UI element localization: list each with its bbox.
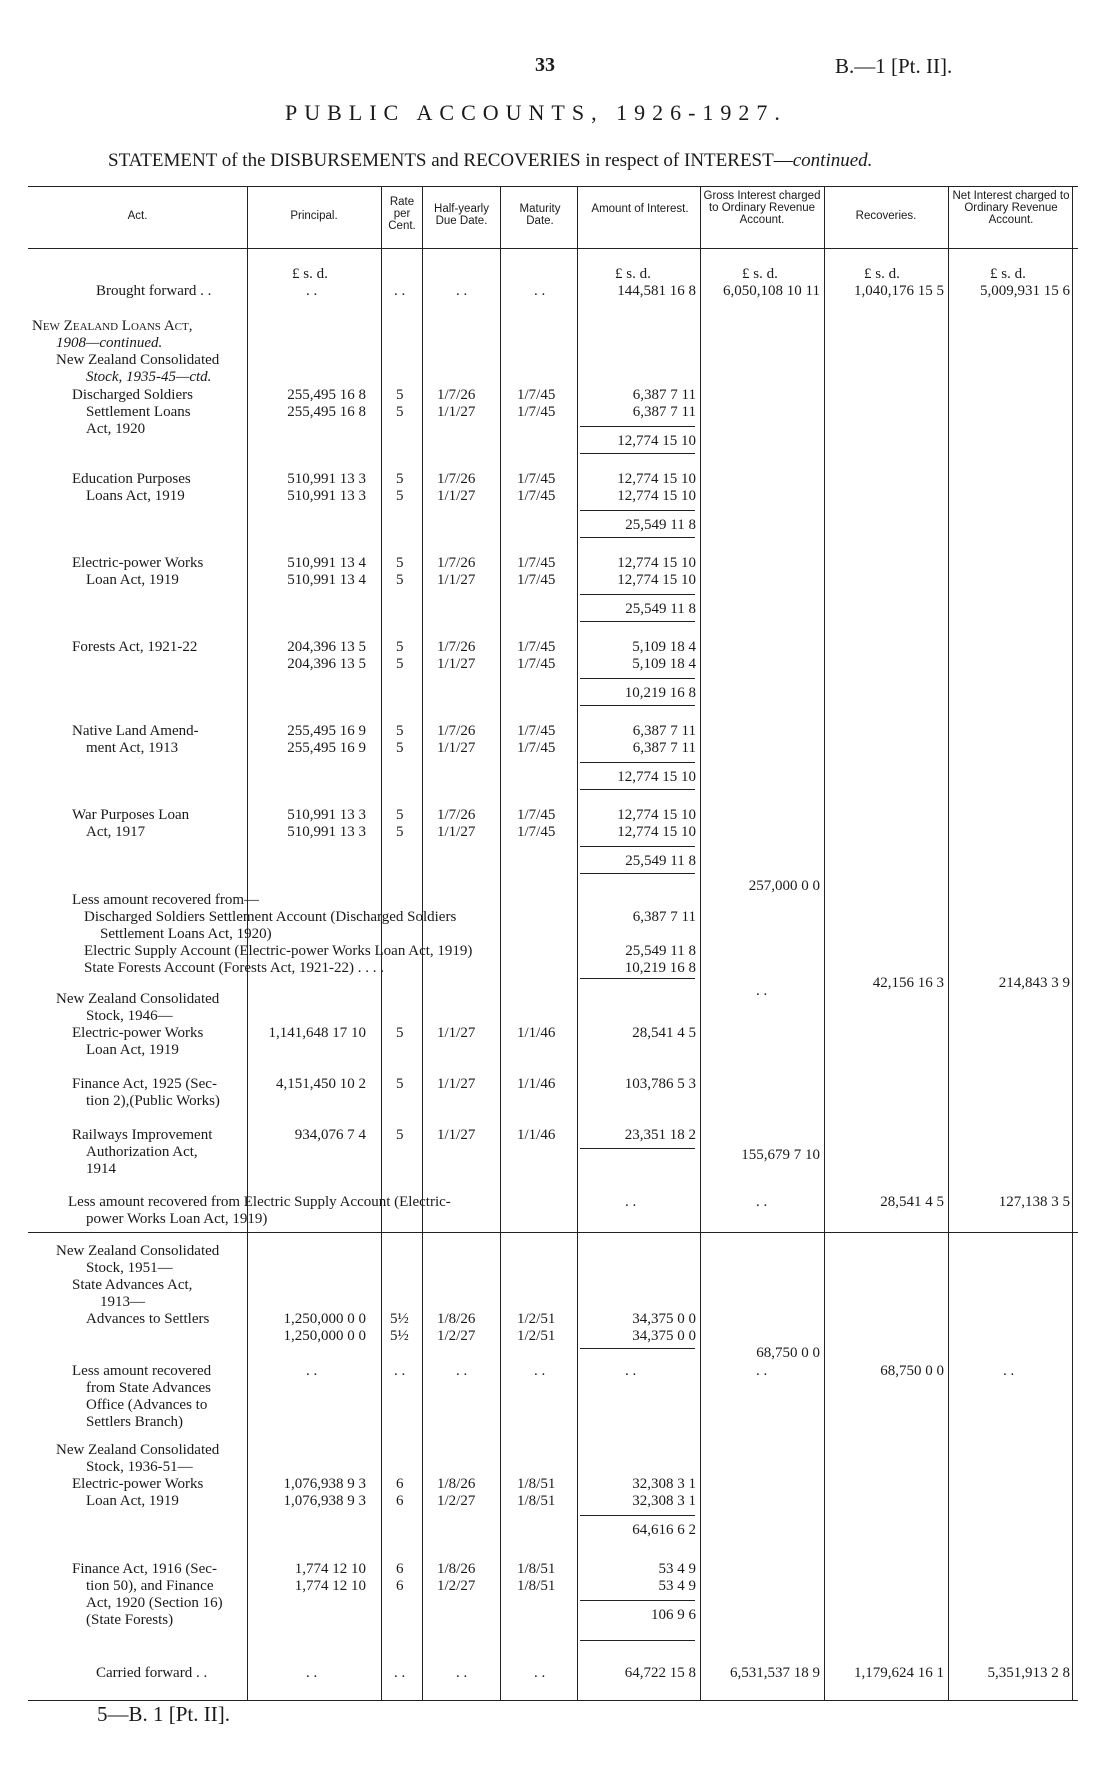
dots: . . bbox=[456, 1665, 468, 1681]
act-name: Act, 1920 bbox=[86, 421, 146, 437]
net-1946: 127,138 3 5 bbox=[998, 1194, 1070, 1210]
rate: 5 bbox=[396, 656, 404, 672]
act-name: Act, 1920 (Section 16) bbox=[86, 1595, 223, 1611]
principal: 1,141,648 17 10 bbox=[268, 1025, 366, 1041]
gross-1935-45: 257,000 0 0 bbox=[748, 878, 820, 894]
dots: . . bbox=[534, 283, 546, 299]
maturity-date: 1/7/45 bbox=[517, 471, 556, 487]
due-date: 1/1/27 bbox=[437, 404, 476, 420]
act-name: War Purposes Loan bbox=[72, 807, 190, 823]
maturity-date: 1/7/45 bbox=[517, 404, 556, 420]
dots: . . bbox=[534, 1363, 546, 1379]
recoveries-1951: 68,750 0 0 bbox=[880, 1363, 944, 1379]
rate: 6 bbox=[396, 1578, 404, 1594]
act-name: ment Act, 1913 bbox=[86, 740, 179, 756]
header-gross: Gross Interest charged to Ordinary Revenue Account. bbox=[703, 190, 821, 226]
rate: 5 bbox=[396, 1076, 404, 1092]
due-date: 1/1/27 bbox=[437, 488, 476, 504]
footer-reference: 5—B. 1 [Pt. II]. bbox=[97, 1702, 230, 1726]
maturity-date: 1/1/46 bbox=[517, 1076, 556, 1092]
interest-amount: 53 4 9 bbox=[658, 1578, 696, 1594]
principal: 4,151,450 10 2 bbox=[276, 1076, 366, 1092]
interest-amount: 12,774 15 10 bbox=[617, 807, 696, 823]
rate: 5 bbox=[396, 555, 404, 571]
interest-amount: 5,109 18 4 bbox=[632, 656, 696, 672]
act-name: Authorization Act, bbox=[86, 1144, 198, 1160]
dots: . . bbox=[394, 1665, 406, 1681]
page-number: 33 bbox=[535, 54, 555, 76]
act-name: Finance Act, 1925 (Sec- bbox=[72, 1076, 217, 1092]
dots: . . bbox=[306, 1665, 318, 1681]
principal: 1,774 12 10 bbox=[294, 1561, 366, 1577]
carried-forward-recoveries: 1,179,624 16 1 bbox=[854, 1665, 944, 1681]
act-name: Loan Act, 1919 bbox=[86, 572, 179, 588]
due-date: 1/1/27 bbox=[437, 572, 476, 588]
dots: . . bbox=[306, 1363, 318, 1379]
maturity-date: 1/7/45 bbox=[517, 387, 556, 403]
principal: 255,495 16 8 bbox=[287, 404, 366, 420]
maturity-date: 1/8/51 bbox=[517, 1578, 556, 1594]
principal: 204,396 13 5 bbox=[287, 656, 366, 672]
rate: 5 bbox=[396, 572, 404, 588]
rate: 5 bbox=[396, 723, 404, 739]
dots: . . bbox=[306, 283, 318, 299]
due-date: 1/7/26 bbox=[437, 723, 476, 739]
currency-label: £ s. d. bbox=[292, 266, 328, 282]
principal: 255,495 16 8 bbox=[287, 387, 366, 403]
header-maturity: Maturity Date. bbox=[519, 203, 561, 227]
principal: 510,991 13 3 bbox=[287, 488, 366, 504]
due-date: 1/2/27 bbox=[437, 1328, 476, 1344]
due-date: 1/1/27 bbox=[437, 1025, 476, 1041]
act-name: Native Land Amend- bbox=[72, 723, 199, 739]
maturity-date: 1/8/51 bbox=[517, 1561, 556, 1577]
due-date: 1/1/27 bbox=[437, 656, 476, 672]
less-recovered-electric: Less amount recovered from Electric Supply Account (Electric- bbox=[68, 1194, 451, 1210]
document-reference: B.—1 [Pt. II]. bbox=[835, 54, 953, 78]
act-name: (State Forests) bbox=[86, 1612, 174, 1628]
due-date: 1/7/26 bbox=[437, 555, 476, 571]
brought-forward-gross: 6,050,108 10 11 bbox=[723, 283, 820, 299]
currency-label: £ s. d. bbox=[742, 266, 778, 282]
due-date: 1/8/26 bbox=[437, 1311, 476, 1327]
maturity-date: 1/8/51 bbox=[517, 1493, 556, 1509]
section-subheading: 1908—continued. bbox=[56, 335, 163, 351]
principal: 510,991 13 3 bbox=[287, 807, 366, 823]
dots: . . bbox=[625, 1363, 637, 1379]
rate: 5 bbox=[396, 488, 404, 504]
interest-subtotal: 25,549 11 8 bbox=[625, 601, 696, 617]
principal: 255,495 16 9 bbox=[287, 740, 366, 756]
net-1935-45: 214,843 3 9 bbox=[998, 975, 1070, 991]
carried-forward-amount: 64,722 15 8 bbox=[624, 1665, 696, 1681]
act-name: tion 50), and Finance bbox=[86, 1578, 214, 1594]
less-recovered-advances: Less amount recovered bbox=[72, 1363, 212, 1379]
act-name: Act, 1917 bbox=[86, 824, 146, 840]
interest-amount: 103,786 5 3 bbox=[624, 1076, 696, 1092]
dots: . . bbox=[456, 1363, 468, 1379]
interest-amount: 12,774 15 10 bbox=[617, 572, 696, 588]
recovery-line: Discharged Soldiers Settlement Account (Discharged Soldiers bbox=[84, 909, 457, 925]
brought-forward-recoveries: 1,040,176 15 5 bbox=[854, 283, 944, 299]
rate: 5 bbox=[396, 1127, 404, 1143]
stock-heading: New Zealand Consolidated bbox=[56, 1243, 220, 1259]
maturity-date: 1/2/51 bbox=[517, 1311, 556, 1327]
principal: 510,991 13 4 bbox=[287, 572, 366, 588]
interest-amount: 34,375 0 0 bbox=[632, 1311, 696, 1327]
due-date: 1/7/26 bbox=[437, 639, 476, 655]
principal: 1,250,000 0 0 bbox=[283, 1328, 366, 1344]
due-date: 1/8/26 bbox=[437, 1561, 476, 1577]
due-date: 1/1/27 bbox=[437, 824, 476, 840]
interest-amount: 12,774 15 10 bbox=[617, 824, 696, 840]
maturity-date: 1/7/45 bbox=[517, 824, 556, 840]
act-name: Electric-power Works bbox=[72, 555, 204, 571]
due-date: 1/1/27 bbox=[437, 740, 476, 756]
rate: 6 bbox=[396, 1561, 404, 1577]
header-rate: Rate per Cent. bbox=[388, 196, 416, 232]
rate: 5 bbox=[396, 1025, 404, 1041]
header-act: Act. bbox=[127, 210, 148, 222]
stock-heading: 1913— bbox=[100, 1294, 145, 1310]
dots: . . bbox=[625, 1194, 637, 1210]
rate: 5½ bbox=[390, 1311, 409, 1327]
maturity-date: 1/7/45 bbox=[517, 656, 556, 672]
interest-amount: 12,774 15 10 bbox=[617, 555, 696, 571]
rate: 5 bbox=[396, 807, 404, 823]
principal: 204,396 13 5 bbox=[287, 639, 366, 655]
act-name: 1914 bbox=[86, 1161, 116, 1177]
act-name: Electric-power Works bbox=[72, 1025, 204, 1041]
carried-forward-label: Carried forward . . bbox=[96, 1665, 208, 1681]
recovery-amount: 10,219 16 8 bbox=[624, 960, 696, 976]
interest-subtotal: 106 9 6 bbox=[651, 1607, 696, 1623]
maturity-date: 1/7/45 bbox=[517, 488, 556, 504]
interest-amount: 12,774 15 10 bbox=[617, 471, 696, 487]
interest-amount: 6,387 7 11 bbox=[632, 387, 696, 403]
less-recovered-heading: Less amount recovered from— bbox=[72, 892, 260, 908]
act-name: Settlement Loans bbox=[86, 404, 191, 420]
rate: 5 bbox=[396, 740, 404, 756]
maturity-date: 1/7/45 bbox=[517, 723, 556, 739]
header-net: Net Interest charged to Ordinary Revenue Account. bbox=[952, 190, 1070, 226]
currency-label: £ s. d. bbox=[990, 266, 1026, 282]
maturity-date: 1/1/46 bbox=[517, 1127, 556, 1143]
dots: . . bbox=[394, 1363, 406, 1379]
rate: 5 bbox=[396, 639, 404, 655]
recovery-amount: 25,549 11 8 bbox=[625, 943, 696, 959]
section-heading: New Zealand Loans Act, bbox=[32, 318, 193, 334]
principal: 510,991 13 4 bbox=[287, 555, 366, 571]
principal: 510,991 13 3 bbox=[287, 824, 366, 840]
interest-subtotal: 25,549 11 8 bbox=[625, 853, 696, 869]
interest-amount: 53 4 9 bbox=[658, 1561, 696, 1577]
interest-amount: 28,541 4 5 bbox=[632, 1025, 696, 1041]
stock-heading: Stock, 1935-45—ctd. bbox=[86, 369, 212, 385]
dots: . . bbox=[756, 983, 768, 999]
principal: 1,250,000 0 0 bbox=[283, 1311, 366, 1327]
principal: 934,076 7 4 bbox=[294, 1127, 366, 1143]
act-name: Loan Act, 1919 bbox=[86, 1042, 179, 1058]
stock-heading: State Advances Act, bbox=[72, 1277, 193, 1293]
due-date: 1/2/27 bbox=[437, 1578, 476, 1594]
header-principal: Principal. bbox=[290, 210, 338, 222]
currency-label: £ s. d. bbox=[864, 266, 900, 282]
stock-heading: Stock, 1936-51— bbox=[86, 1459, 193, 1475]
interest-subtotal: 10,219 16 8 bbox=[624, 685, 696, 701]
stock-heading: Stock, 1946— bbox=[86, 1008, 173, 1024]
interest-subtotal: 64,616 6 2 bbox=[632, 1522, 696, 1538]
interest-amount: 6,387 7 11 bbox=[632, 723, 696, 739]
due-date: 1/1/27 bbox=[437, 1127, 476, 1143]
brought-forward-net: 5,009,931 15 6 bbox=[980, 283, 1070, 299]
brought-forward-amount: 144,581 16 8 bbox=[617, 283, 696, 299]
interest-amount: 12,774 15 10 bbox=[617, 488, 696, 504]
act-name: Electric-power Works bbox=[72, 1476, 204, 1492]
stock-heading: New Zealand Consolidated bbox=[56, 991, 220, 1007]
act-name: Advances to Settlers bbox=[86, 1311, 210, 1327]
stock-heading: New Zealand Consolidated bbox=[56, 1442, 220, 1458]
stock-heading: New Zealand Consolidated bbox=[56, 352, 220, 368]
interest-amount: 32,308 3 1 bbox=[632, 1493, 696, 1509]
due-date: 1/1/27 bbox=[437, 1076, 476, 1092]
interest-subtotal: 12,774 15 10 bbox=[617, 769, 696, 785]
rate: 5 bbox=[396, 404, 404, 420]
recovery-amount: 6,387 7 11 bbox=[632, 909, 696, 925]
dots: . . bbox=[394, 283, 406, 299]
header-due-date: Half-yearly Due Date. bbox=[434, 203, 489, 227]
gross-1951: 68,750 0 0 bbox=[756, 1345, 820, 1361]
interest-amount: 6,387 7 11 bbox=[632, 740, 696, 756]
interest-amount: 34,375 0 0 bbox=[632, 1328, 696, 1344]
less-recovered-advances: Office (Advances to bbox=[86, 1397, 208, 1413]
less-recovered-advances: from State Advances bbox=[86, 1380, 211, 1396]
recoveries-1946: 28,541 4 5 bbox=[880, 1194, 944, 1210]
rate: 6 bbox=[396, 1476, 404, 1492]
brought-forward-label: Brought forward . . bbox=[96, 283, 212, 299]
dots: . . bbox=[534, 1665, 546, 1681]
due-date: 1/7/26 bbox=[437, 387, 476, 403]
currency-label: £ s. d. bbox=[615, 266, 651, 282]
dots: . . bbox=[756, 1363, 768, 1379]
due-date: 1/8/26 bbox=[437, 1476, 476, 1492]
maturity-date: 1/7/45 bbox=[517, 740, 556, 756]
due-date: 1/7/26 bbox=[437, 471, 476, 487]
principal: 1,076,938 9 3 bbox=[283, 1476, 366, 1492]
less-recovered-electric: power Works Loan Act, 1919) bbox=[86, 1211, 268, 1227]
carried-forward-gross: 6,531,537 18 9 bbox=[730, 1665, 820, 1681]
header-amount: Amount of Interest. bbox=[591, 203, 689, 215]
act-name: Discharged Soldiers bbox=[72, 387, 193, 403]
interest-amount: 6,387 7 11 bbox=[632, 404, 696, 420]
due-date: 1/2/27 bbox=[437, 1493, 476, 1509]
rate: 5 bbox=[396, 387, 404, 403]
carried-forward-net: 5,351,913 2 8 bbox=[987, 1665, 1070, 1681]
act-name: Loan Act, 1919 bbox=[86, 1493, 179, 1509]
principal: 510,991 13 3 bbox=[287, 471, 366, 487]
act-name: Finance Act, 1916 (Sec- bbox=[72, 1561, 217, 1577]
header-recoveries: Recoveries. bbox=[855, 210, 917, 222]
recoveries-1935-45: 42,156 16 3 bbox=[872, 975, 944, 991]
rate: 6 bbox=[396, 1493, 404, 1509]
maturity-date: 1/1/46 bbox=[517, 1025, 556, 1041]
act-name: Education Purposes bbox=[72, 471, 191, 487]
act-name: Loans Act, 1919 bbox=[86, 488, 185, 504]
maturity-date: 1/8/51 bbox=[517, 1476, 556, 1492]
dots: . . bbox=[456, 283, 468, 299]
interest-amount: 5,109 18 4 bbox=[632, 639, 696, 655]
maturity-date: 1/2/51 bbox=[517, 1328, 556, 1344]
recovery-line: State Forests Account (Forests Act, 1921-22) . . . . bbox=[84, 960, 384, 976]
recovery-line: Settlement Loans Act, 1920) bbox=[100, 926, 272, 942]
due-date: 1/7/26 bbox=[437, 807, 476, 823]
act-name: tion 2),(Public Works) bbox=[86, 1093, 220, 1109]
principal: 1,774 12 10 bbox=[294, 1578, 366, 1594]
rate: 5 bbox=[396, 471, 404, 487]
maturity-date: 1/7/45 bbox=[517, 555, 556, 571]
statement-heading: STATEMENT of the DISBURSEMENTS and RECOVERIES in respect of INTEREST—continued. bbox=[108, 150, 873, 171]
stock-heading: Stock, 1951— bbox=[86, 1260, 173, 1276]
maturity-date: 1/7/45 bbox=[517, 807, 556, 823]
page-title: PUBLIC ACCOUNTS, 1926-1927. bbox=[285, 100, 787, 125]
less-recovered-advances: Settlers Branch) bbox=[86, 1414, 184, 1430]
principal: 1,076,938 9 3 bbox=[283, 1493, 366, 1509]
maturity-date: 1/7/45 bbox=[517, 639, 556, 655]
interest-subtotal: 25,549 11 8 bbox=[625, 517, 696, 533]
dots: . . bbox=[1003, 1363, 1015, 1379]
interest-amount: 23,351 18 2 bbox=[624, 1127, 696, 1143]
interest-subtotal: 12,774 15 10 bbox=[617, 433, 696, 449]
gross-1946: 155,679 7 10 bbox=[741, 1147, 820, 1163]
interest-amount: 32,308 3 1 bbox=[632, 1476, 696, 1492]
recovery-line: Electric Supply Account (Electric-power Works Loan Act, 1919) bbox=[84, 943, 473, 959]
rate: 5 bbox=[396, 824, 404, 840]
act-name: Forests Act, 1921-22 bbox=[72, 639, 198, 655]
dots: . . bbox=[756, 1194, 768, 1210]
principal: 255,495 16 9 bbox=[287, 723, 366, 739]
maturity-date: 1/7/45 bbox=[517, 572, 556, 588]
rate: 5½ bbox=[390, 1328, 409, 1344]
act-name: Railways Improvement bbox=[72, 1127, 213, 1143]
